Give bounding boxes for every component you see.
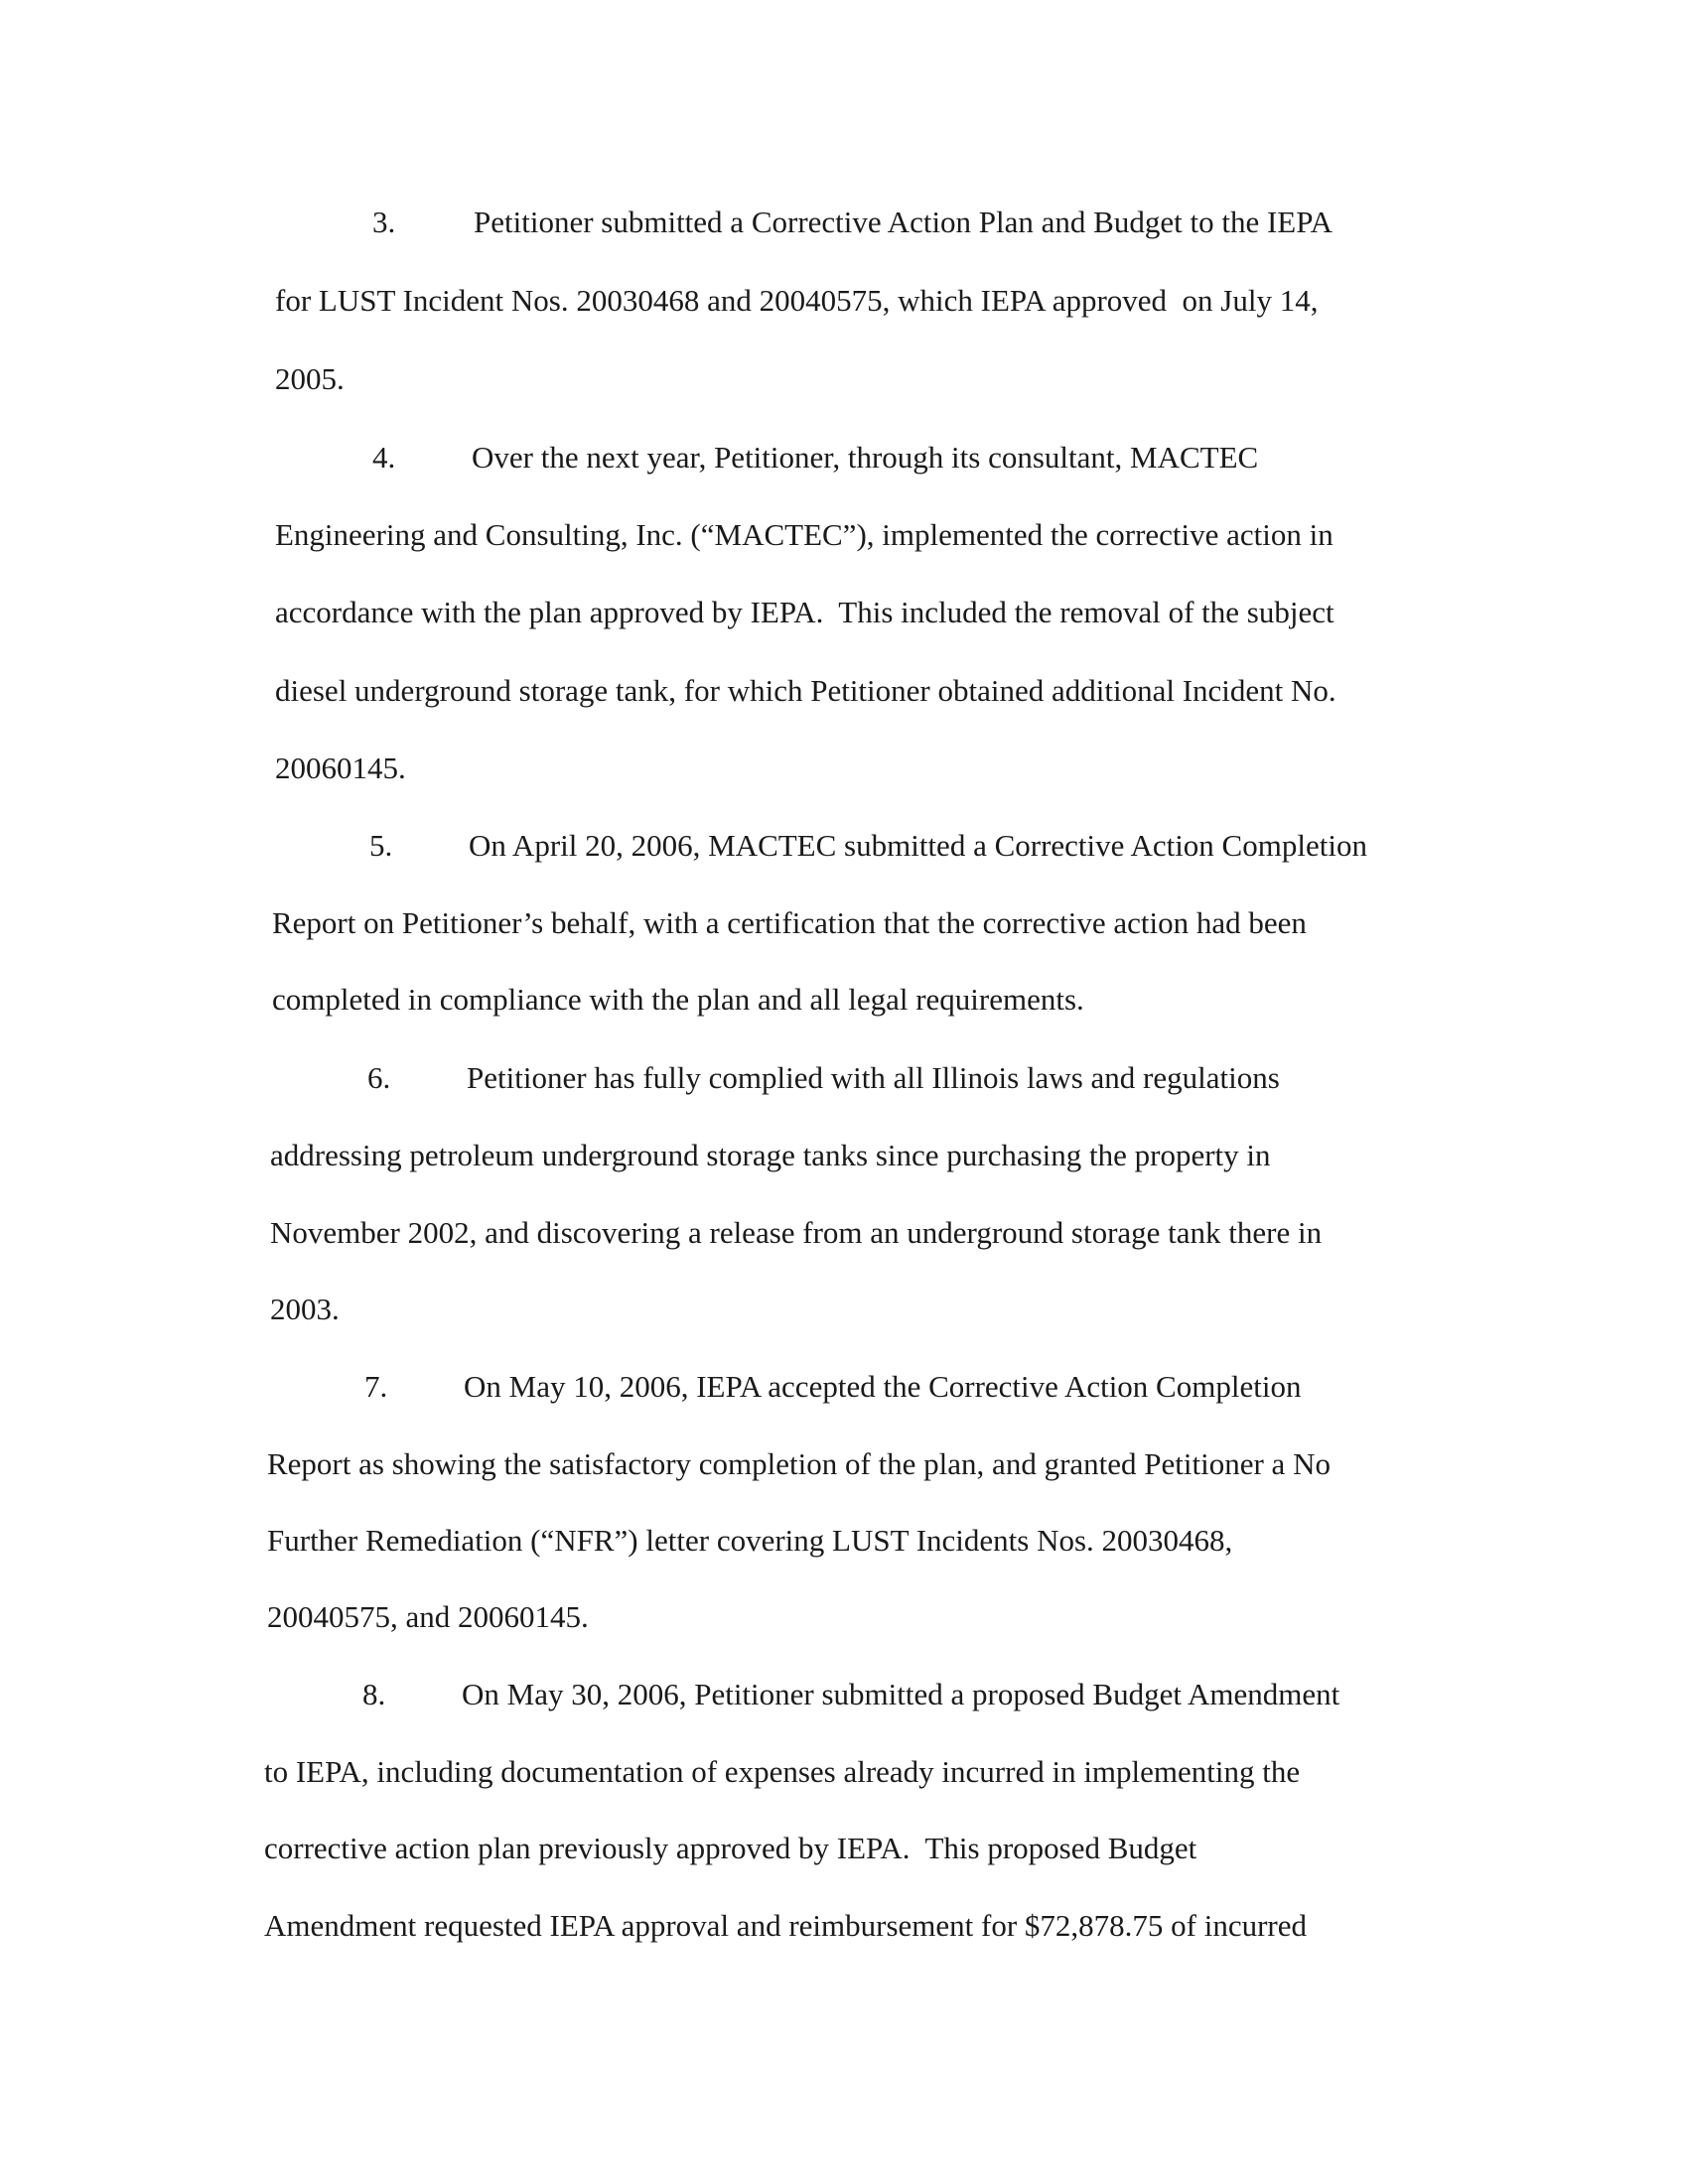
paragraph-line: corrective action plan previously approved by IEPA. This proposed Budget — [264, 1831, 1197, 1865]
paragraph-line: Over the next year, Petitioner, through its consultant, MACTEC — [472, 440, 1259, 475]
paragraph-line: Amendment requested IEPA approval and reimbursement for $72,878.75 of incurred — [264, 1908, 1308, 1943]
paragraph-number: 7. — [364, 1369, 388, 1404]
paragraph-line: Report as showing the satisfactory completion of the plan, and granted Petitioner a No — [267, 1446, 1331, 1481]
paragraph-line: addressing petroleum underground storage tanks since purchasing the property in — [270, 1138, 1271, 1172]
paragraph-line: On May 30, 2006, Petitioner submitted a proposed Budget Amendment — [462, 1677, 1340, 1711]
paragraph-line: On May 10, 2006, IEPA accepted the Corrective Action Completion — [464, 1369, 1302, 1404]
paragraph-number: 3. — [372, 205, 396, 239]
paragraph-line: On April 20, 2006, MACTEC submitted a Corrective Action Completion — [469, 828, 1367, 863]
paragraph-line: 20040575, and 20060145. — [267, 1599, 589, 1634]
paragraph-line: Further Remediation (“NFR”) letter covering LUST Incidents Nos. 20030468, — [267, 1523, 1233, 1558]
paragraph-number: 4. — [372, 440, 396, 475]
paragraph-number: 6. — [367, 1060, 391, 1095]
paragraph-line: to IEPA, including documentation of expenses already incurred in implementing the — [264, 1754, 1301, 1789]
paragraph-line: 2003. — [270, 1292, 340, 1326]
paragraph-line: diesel underground storage tank, for which Petitioner obtained additional Incident No. — [275, 673, 1336, 708]
paragraph-line: accordance with the plan approved by IEPA. This included the removal of the subject — [275, 595, 1334, 629]
paragraph-line: 2005. — [275, 361, 345, 396]
paragraph-line: Petitioner has fully complied with all Illinois laws and regulations — [467, 1060, 1280, 1095]
paragraph-number: 5. — [369, 828, 393, 863]
paragraph-line: Report on Petitioner’s behalf, with a certification that the corrective action had been — [272, 905, 1307, 940]
paragraph-line: for LUST Incident Nos. 20030468 and 20040575, which IEPA approved on July 14, — [275, 283, 1319, 318]
paragraph-line: Petitioner submitted a Corrective Action Plan and Budget to the IEPA — [474, 205, 1333, 239]
paragraph-number: 8. — [362, 1677, 386, 1711]
paragraph-line: 20060145. — [275, 751, 406, 785]
paragraph-line: November 2002, and discovering a release from an underground storage tank there in — [270, 1215, 1323, 1250]
paragraph-line: Engineering and Consulting, Inc. (“MACTEC”), implemented the corrective action in — [275, 517, 1333, 552]
paragraph-line: completed in compliance with the plan and all legal requirements. — [272, 982, 1084, 1017]
